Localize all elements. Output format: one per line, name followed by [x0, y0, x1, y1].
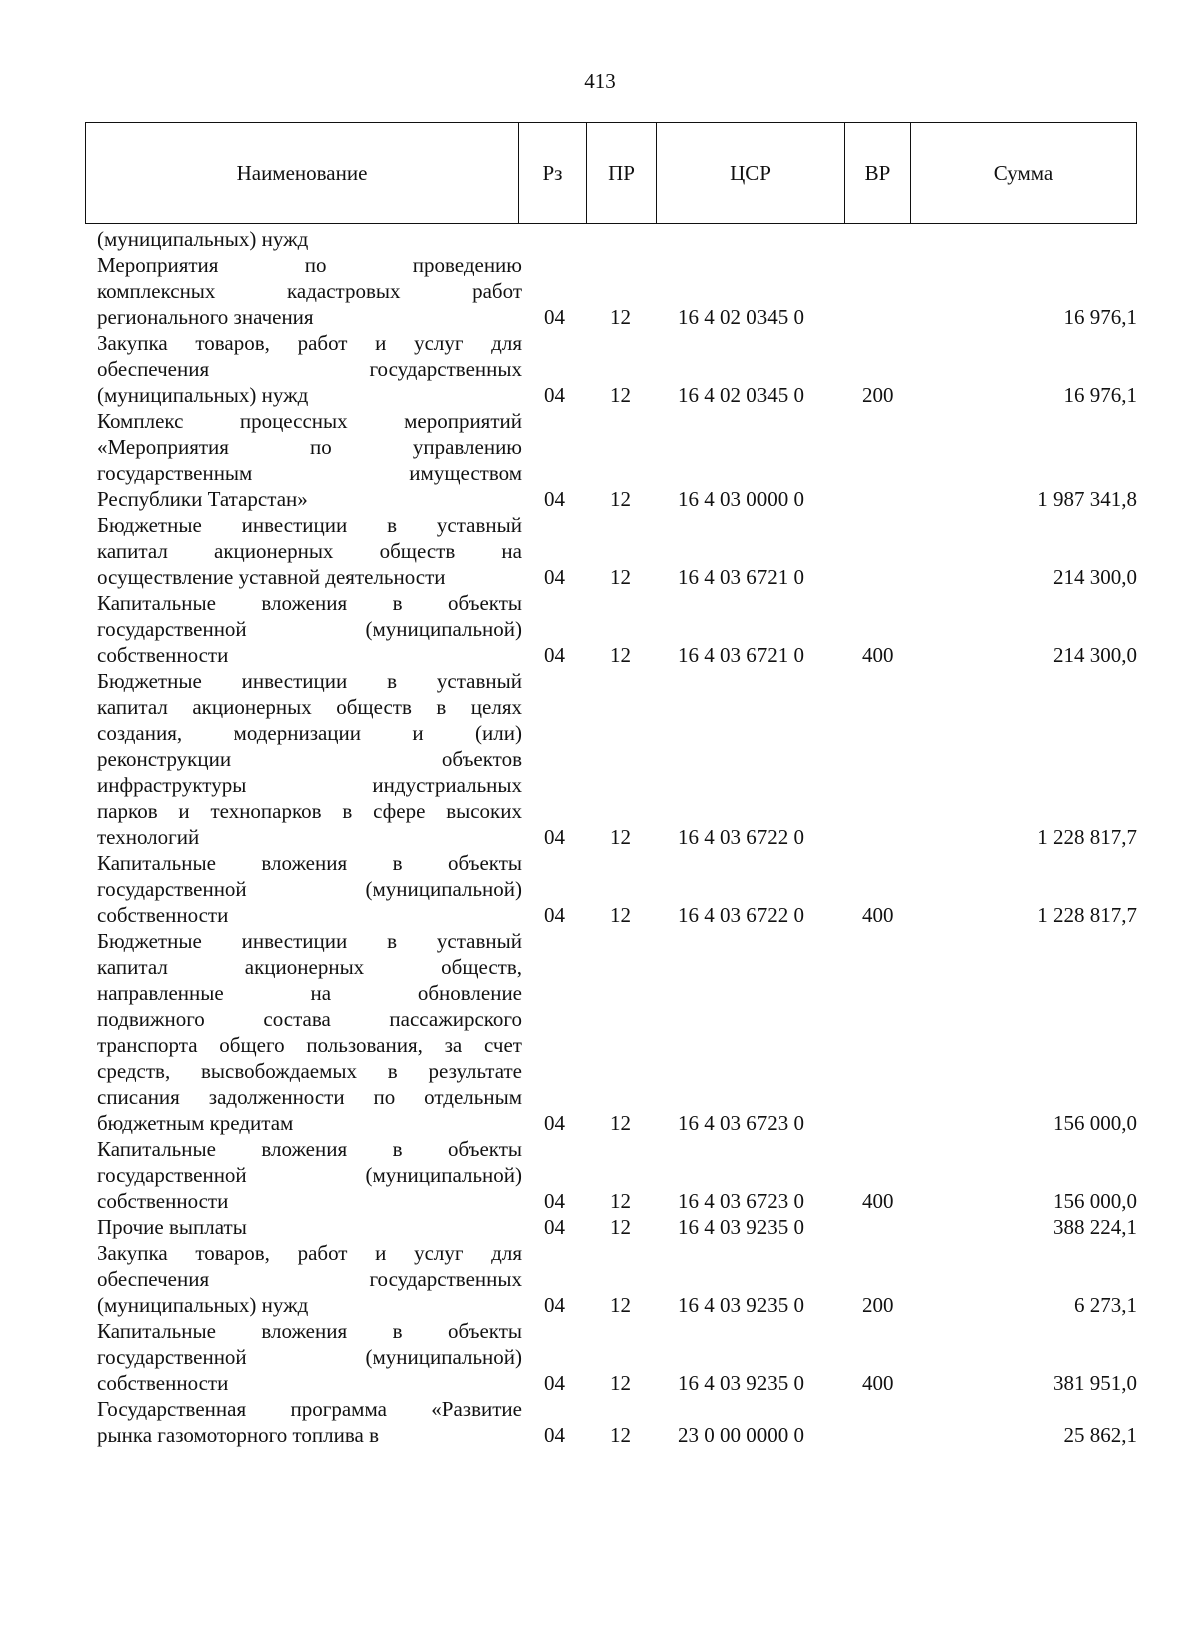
- row-name-line: капитал акционерных обществ в целях: [97, 695, 522, 719]
- row-pr: 12: [610, 825, 631, 849]
- row-sum: 1 228 817,7: [1037, 903, 1137, 927]
- row-name-line: Бюджетные инвестиции в уставный: [97, 669, 522, 693]
- row-name-line: Капитальные вложения в объекты: [97, 851, 522, 875]
- row-name-line: собственности: [97, 1189, 229, 1213]
- row-pr: 12: [610, 643, 631, 667]
- row-name: [97, 1396, 522, 1448]
- row-name-line: собственности: [97, 643, 229, 667]
- row-rz: 04: [544, 565, 565, 589]
- row-name: [97, 226, 522, 252]
- row-vr: 200: [862, 383, 894, 407]
- row-name-line: создания, модернизации и (или): [97, 721, 522, 745]
- row-name: [97, 668, 522, 850]
- row-name-line: направленные на обновление: [97, 981, 522, 1005]
- row-csr: 16 4 03 6721 0: [678, 565, 804, 589]
- row-name: [97, 512, 522, 590]
- row-name-line: Мероприятия по проведению: [97, 253, 522, 277]
- row-rz: 04: [544, 487, 565, 511]
- row-name-line: подвижного состава пассажирского: [97, 1007, 522, 1031]
- row-name-line: капитал акционерных обществ,: [97, 955, 522, 979]
- table-row: [97, 668, 1137, 850]
- row-pr: 12: [610, 565, 631, 589]
- row-name-line: Комплекс процессных мероприятий: [97, 409, 522, 433]
- row-name-line: реконструкции объектов: [97, 747, 522, 771]
- table-row: [97, 928, 1137, 1136]
- row-sum: 388 224,1: [1053, 1215, 1137, 1239]
- row-name-line: транспорта общего пользования, за счет: [97, 1033, 522, 1057]
- row-vr: 400: [862, 1371, 894, 1395]
- row-name: [97, 1136, 522, 1214]
- row-csr: 16 4 03 6721 0: [678, 643, 804, 667]
- row-name-line: Бюджетные инвестиции в уставный: [97, 929, 522, 953]
- row-rz: 04: [544, 903, 565, 927]
- row-sum: 1 987 341,8: [1037, 487, 1137, 511]
- row-name-line: Республики Татарстан»: [97, 487, 308, 511]
- row-rz: 04: [544, 643, 565, 667]
- table-header: [85, 122, 1137, 224]
- row-name-line: государственной (муниципальной): [97, 1163, 522, 1187]
- row-pr: 12: [610, 305, 631, 329]
- row-rz: 04: [544, 1189, 565, 1213]
- row-csr: 16 4 03 0000 0: [678, 487, 804, 511]
- row-name-line: Закупка товаров, работ и услуг для: [97, 1241, 522, 1265]
- row-sum: 1 228 817,7: [1037, 825, 1137, 849]
- row-vr: 400: [862, 903, 894, 927]
- row-rz: 04: [544, 1371, 565, 1395]
- row-name-line: «Мероприятия по управлению: [97, 435, 522, 459]
- row-csr: 16 4 02 0345 0: [678, 305, 804, 329]
- row-name-line: средств, высвобождаемых в результате: [97, 1059, 522, 1083]
- row-rz: 04: [544, 825, 565, 849]
- row-csr: 16 4 03 6722 0: [678, 825, 804, 849]
- row-name: [97, 1214, 522, 1240]
- table-row: [97, 1136, 1137, 1214]
- row-name: [97, 252, 522, 330]
- table-row: [97, 850, 1137, 928]
- table-row: [97, 408, 1137, 512]
- row-name: [97, 1240, 522, 1318]
- row-name-line: обеспечения государственных: [97, 357, 522, 381]
- row-csr: 16 4 03 9235 0: [678, 1215, 804, 1239]
- header-pr: ПР: [586, 123, 656, 223]
- row-csr: 16 4 03 6722 0: [678, 903, 804, 927]
- row-name-line: государственной (муниципальной): [97, 1345, 522, 1369]
- row-name-line: собственности: [97, 1371, 229, 1395]
- row-pr: 12: [610, 1215, 631, 1239]
- row-pr: 12: [610, 1189, 631, 1213]
- row-sum: 214 300,0: [1053, 565, 1137, 589]
- row-pr: 12: [610, 903, 631, 927]
- row-name-line: Прочие выплаты: [97, 1215, 247, 1239]
- header-vr: ВР: [844, 123, 910, 223]
- row-name: [97, 330, 522, 408]
- row-vr: 400: [862, 1189, 894, 1213]
- row-pr: 12: [610, 1423, 631, 1447]
- row-name-line: комплексных кадастровых работ: [97, 279, 522, 303]
- row-sum: 214 300,0: [1053, 643, 1137, 667]
- row-name-line: инфраструктуры индустриальных: [97, 773, 522, 797]
- row-rz: 04: [544, 1423, 565, 1447]
- row-csr: 16 4 03 6723 0: [678, 1189, 804, 1213]
- row-pr: 12: [610, 487, 631, 511]
- row-name-line: Государственная программа «Развитие: [97, 1397, 522, 1421]
- row-name: [97, 850, 522, 928]
- row-name-line: государственной (муниципальной): [97, 877, 522, 901]
- header-csr: ЦСР: [656, 123, 844, 223]
- header-name: Наименование: [236, 161, 368, 185]
- row-csr: 16 4 03 6723 0: [678, 1111, 804, 1135]
- table-row: [97, 512, 1137, 590]
- row-sum: 156 000,0: [1053, 1111, 1137, 1135]
- table-row: [97, 1396, 1137, 1448]
- table-row: [97, 1318, 1137, 1396]
- row-name-line: Закупка товаров, работ и услуг для: [97, 331, 522, 355]
- row-name-line: (муниципальных) нужд: [97, 1293, 309, 1317]
- row-vr: 200: [862, 1293, 894, 1317]
- row-name-line: обеспечения государственных: [97, 1267, 522, 1291]
- row-name-line: рынка газомоторного топлива в: [97, 1423, 379, 1447]
- row-name: [97, 408, 522, 512]
- table-row: [97, 252, 1137, 330]
- row-name-line: Капитальные вложения в объекты: [97, 1137, 522, 1161]
- row-csr: 23 0 00 0000 0: [678, 1423, 804, 1447]
- row-rz: 04: [544, 1111, 565, 1135]
- row-name-line: капитал акционерных обществ на: [97, 539, 522, 563]
- table-body: [97, 226, 1137, 1448]
- header-sum: Сумма: [910, 123, 1136, 223]
- row-name-line: списания задолженности по отдельным: [97, 1085, 522, 1109]
- row-name-line: собственности: [97, 903, 229, 927]
- table-row: [97, 226, 1137, 252]
- header-rz: Рз: [518, 123, 586, 223]
- row-name-line: (муниципальных) нужд: [97, 383, 309, 407]
- table-row: [97, 1240, 1137, 1318]
- row-name: [97, 590, 522, 668]
- row-rz: 04: [544, 1215, 565, 1239]
- row-sum: 156 000,0: [1053, 1189, 1137, 1213]
- row-name-line: парков и технопарков в сфере высоких: [97, 799, 522, 823]
- row-csr: 16 4 02 0345 0: [678, 383, 804, 407]
- table-row: [97, 1214, 1137, 1240]
- page-number: 413: [584, 69, 616, 93]
- row-name: [97, 928, 522, 1136]
- row-pr: 12: [610, 1111, 631, 1135]
- row-csr: 16 4 03 9235 0: [678, 1293, 804, 1317]
- row-name-line: осуществление уставной деятельности: [97, 565, 446, 589]
- row-name-line: Капитальные вложения в объекты: [97, 591, 522, 615]
- row-rz: 04: [544, 305, 565, 329]
- row-name: [97, 1318, 522, 1396]
- row-csr: 16 4 03 9235 0: [678, 1371, 804, 1395]
- row-name-line: технологий: [97, 825, 200, 849]
- row-name-line: бюджетным кредитам: [97, 1111, 294, 1135]
- row-sum: 381 951,0: [1053, 1371, 1137, 1395]
- row-pr: 12: [610, 1371, 631, 1395]
- row-name-line: Капитальные вложения в объекты: [97, 1319, 522, 1343]
- row-sum: 6 273,1: [1074, 1293, 1137, 1317]
- row-name-line: (муниципальных) нужд: [97, 227, 309, 251]
- row-sum: 16 976,1: [1063, 383, 1137, 407]
- table-row: [97, 330, 1137, 408]
- row-name-line: регионального значения: [97, 305, 314, 329]
- table-row: [97, 590, 1137, 668]
- row-sum: 25 862,1: [1063, 1423, 1137, 1447]
- row-name-line: Бюджетные инвестиции в уставный: [97, 513, 522, 537]
- row-pr: 12: [610, 383, 631, 407]
- row-vr: 400: [862, 643, 894, 667]
- row-rz: 04: [544, 1293, 565, 1317]
- row-sum: 16 976,1: [1063, 305, 1137, 329]
- row-name-line: государственным имуществом: [97, 461, 522, 485]
- row-rz: 04: [544, 383, 565, 407]
- row-pr: 12: [610, 1293, 631, 1317]
- row-name-line: государственной (муниципальной): [97, 617, 522, 641]
